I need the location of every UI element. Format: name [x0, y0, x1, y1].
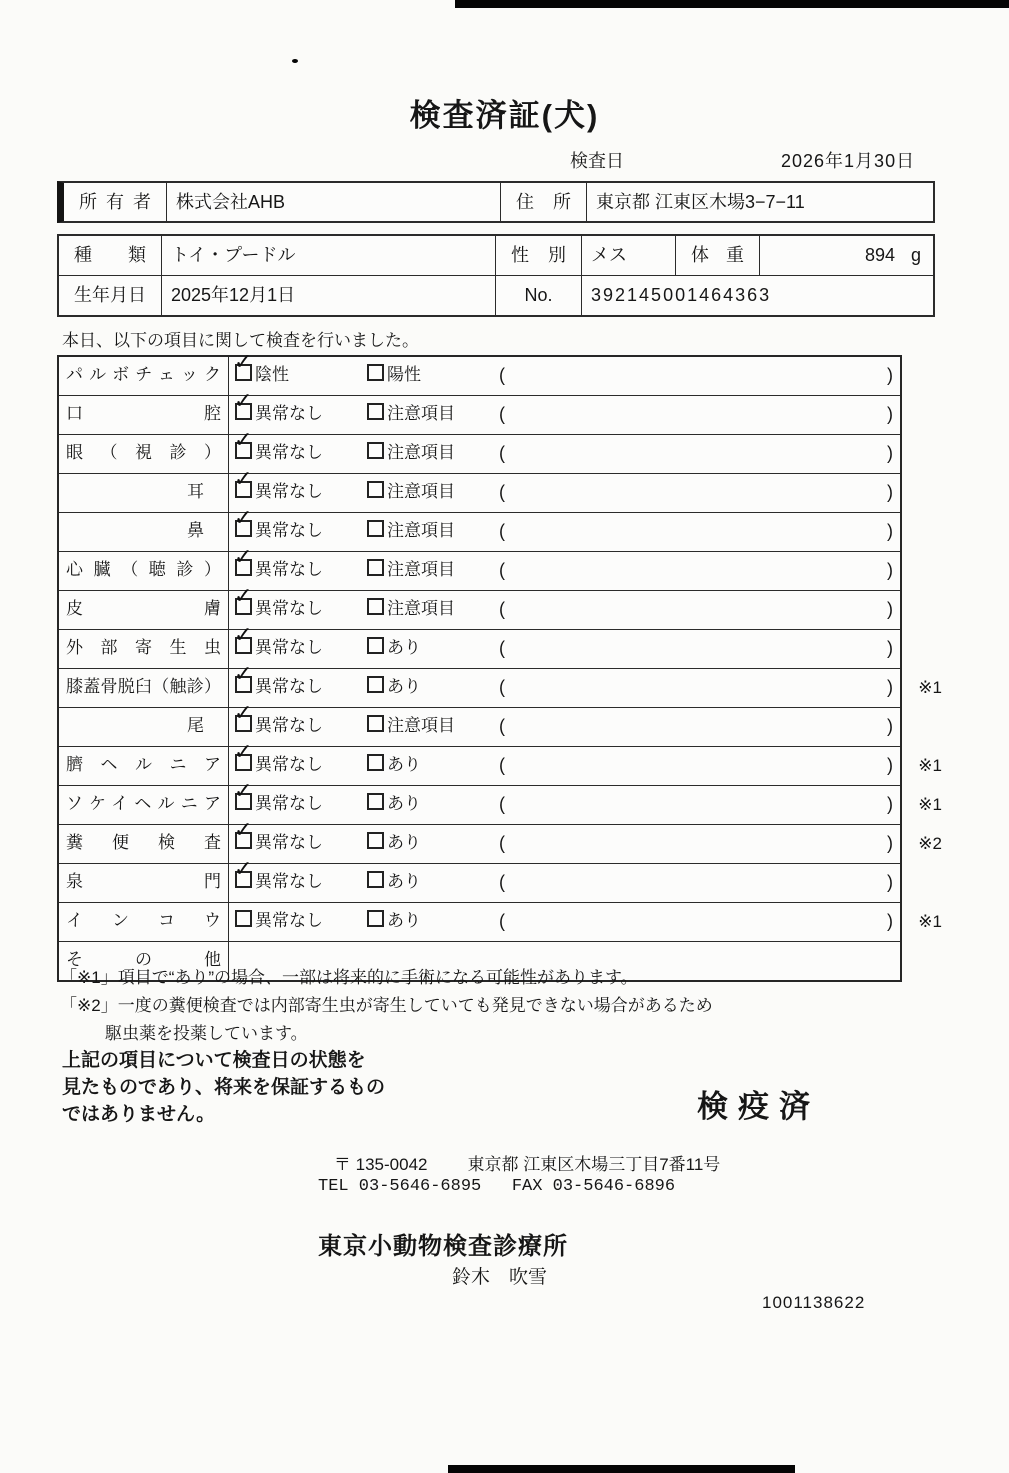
- option-secondary: [367, 513, 455, 549]
- option-secondary: [367, 552, 455, 588]
- checklist-options: [229, 661, 900, 707]
- option-secondary: [367, 786, 421, 822]
- option-secondary-label: あり: [387, 638, 421, 657]
- veterinarian-name: 鈴木 吹雪: [452, 1267, 548, 1288]
- option-secondary-label: 注意項目: [387, 482, 455, 501]
- option-secondary-label: 注意項目: [387, 521, 455, 540]
- option-primary-label: 異常なし: [255, 482, 323, 501]
- footnotes-block: [60, 964, 713, 1048]
- checkbox-icon: [367, 910, 384, 927]
- footnote-ref: ※2: [918, 834, 942, 853]
- serial-number: 1001138622: [762, 1293, 866, 1312]
- option-primary: [235, 903, 323, 939]
- checkbox-icon: [367, 559, 384, 576]
- checkbox-icon: [367, 598, 384, 615]
- checkbox-icon: [367, 637, 384, 654]
- address-label: 住所: [501, 183, 587, 221]
- breed-label: 種類: [59, 236, 162, 275]
- checkbox-icon: [367, 715, 384, 732]
- option-secondary: [367, 630, 421, 666]
- option-primary-label: 異常なし: [255, 755, 323, 774]
- option-primary-label: 異常なし: [255, 716, 323, 735]
- remarks-paren-open: (: [499, 365, 505, 385]
- checklist-item-label: ソケイヘルニア: [59, 786, 229, 824]
- remarks-paren-open: (: [499, 521, 505, 541]
- remarks-paren-close: ): [887, 794, 893, 814]
- clinic-name: 東京小動物検査診療所: [318, 1233, 568, 1260]
- checkbox-icon: ✓: [235, 364, 252, 381]
- checklist-row: [59, 778, 942, 825]
- option-secondary-label: あり: [387, 755, 421, 774]
- checklist-item-label: 皮膚: [59, 591, 229, 629]
- checklist-row: [59, 903, 942, 942]
- checklist-item-label: 外部寄生虫: [59, 630, 229, 668]
- checklist-row: [59, 466, 900, 513]
- option-secondary-label: 注意項目: [387, 443, 455, 462]
- option-primary-label: 異常なし: [255, 794, 323, 813]
- checklist-item-label: パルボチェック: [59, 357, 229, 395]
- remarks-paren-open: (: [499, 404, 505, 424]
- remarks-paren-open: (: [499, 911, 505, 931]
- checklist-row: [59, 544, 900, 591]
- remarks-paren-open: (: [499, 833, 505, 853]
- disclaimer-line-3: ではありません。: [62, 1104, 216, 1125]
- id-number-value: 392145001464363: [591, 285, 772, 305]
- option-secondary: [367, 396, 455, 432]
- option-primary-label: 異常なし: [255, 833, 323, 852]
- pet-info-table: [57, 234, 935, 317]
- remarks-paren-close: ): [887, 833, 893, 853]
- option-secondary: [367, 864, 421, 900]
- option-primary-label: 異常なし: [255, 638, 323, 657]
- remarks-paren-close: ): [887, 521, 893, 541]
- option-secondary-label: 注意項目: [387, 599, 455, 618]
- checklist-row: [59, 856, 900, 903]
- checklist-item-label: 臍ヘルニア: [59, 747, 229, 785]
- option-secondary: [367, 357, 421, 393]
- option-secondary-label: 陽性: [387, 365, 421, 384]
- checklist-row: [59, 661, 942, 708]
- checkbox-icon: ✓: [235, 832, 252, 849]
- remarks-paren-close: ): [887, 716, 893, 736]
- checklist-row: [59, 349, 900, 396]
- id-number-label: No.: [496, 276, 582, 315]
- checklist-row: [59, 388, 900, 435]
- checkbox-icon: [367, 793, 384, 810]
- checklist-item-label: 膝蓋骨脱臼（触診）: [59, 669, 229, 707]
- checklist-item-label: インコウ: [59, 903, 229, 941]
- option-primary-label: 異常なし: [255, 521, 323, 540]
- checklist-item-label: 口腔: [59, 396, 229, 434]
- birthdate-value: 2025年12月1日: [162, 276, 496, 315]
- checklist-options: [229, 505, 900, 551]
- remarks-paren-open: (: [499, 599, 505, 619]
- remarks-paren-open: (: [499, 716, 505, 736]
- option-primary-label: 異常なし: [255, 911, 323, 930]
- checkbox-icon: ✓: [235, 442, 252, 459]
- remarks-paren-open: (: [499, 677, 505, 697]
- inspection-date-label: 検査日: [570, 151, 624, 171]
- clinic-address: 東京都 江東区木場三丁目7番11号: [467, 1155, 721, 1174]
- option-primary-label: 異常なし: [255, 599, 323, 618]
- checkbox-icon: ✓: [235, 793, 252, 810]
- remarks-paren-close: ): [887, 638, 893, 658]
- option-secondary: [367, 591, 455, 627]
- remarks-paren-open: (: [499, 638, 505, 658]
- checkbox-icon: [367, 520, 384, 537]
- option-primary-label: 陰性: [255, 365, 289, 384]
- remarks-paren-close: ): [887, 404, 893, 424]
- checkbox-icon: [367, 364, 384, 381]
- address-value: 東京都 江東区木場3−7−11: [596, 192, 805, 212]
- remarks-paren-close: ): [887, 677, 893, 697]
- checklist-options: [229, 903, 900, 941]
- checklist-row: [59, 505, 900, 552]
- checkbox-icon: [367, 442, 384, 459]
- weight-value: [760, 236, 933, 275]
- breed-value: トイ・プードル: [162, 236, 496, 275]
- sex-label: 性別: [496, 236, 582, 275]
- checkbox-icon: [235, 910, 252, 927]
- weight-unit: g: [910, 245, 921, 265]
- option-primary-label: 異常なし: [255, 677, 323, 696]
- footnote-ref: ※1: [918, 795, 942, 814]
- checkbox-icon: [367, 481, 384, 498]
- option-primary-label: 異常なし: [255, 443, 323, 462]
- checklist-options: [229, 349, 900, 395]
- owner-label: 所有者: [64, 183, 167, 221]
- option-secondary-label: 注意項目: [387, 716, 455, 735]
- checkbox-icon: ✓: [235, 676, 252, 693]
- disclaimer-line-1: 上記の項目について検査日の状態を: [62, 1050, 366, 1071]
- footnote-2-continued: 駆虫薬を投薬しています。: [105, 1024, 308, 1043]
- owner-row: [64, 183, 933, 221]
- checkbox-icon: [367, 832, 384, 849]
- pet-info-row-1: [59, 236, 933, 276]
- checklist-options: [229, 544, 900, 590]
- checklist-row: [59, 817, 942, 864]
- checklist-item-label: 眼（視診）: [59, 435, 229, 473]
- remarks-paren-open: (: [499, 755, 505, 775]
- checkbox-icon: [367, 676, 384, 693]
- option-secondary-label: あり: [387, 833, 421, 852]
- checkbox-icon: ✓: [235, 871, 252, 888]
- quarantine-stamp: 検疫済: [697, 1089, 820, 1124]
- checklist-options: [229, 388, 900, 434]
- checklist-options: [229, 466, 900, 512]
- option-primary-label: 異常なし: [255, 872, 323, 891]
- sex-value: メス: [582, 236, 676, 275]
- option-secondary: [367, 825, 421, 861]
- option-secondary-label: 注意項目: [387, 404, 455, 423]
- footnote-2: 「※2」一度の糞便検査では内部寄生虫が寄生していても発見できない場合があるため: [60, 996, 713, 1015]
- option-secondary-label: 注意項目: [387, 560, 455, 579]
- checklist-options: [229, 700, 900, 746]
- remarks-paren-open: (: [499, 482, 505, 502]
- checkbox-icon: ✓: [235, 637, 252, 654]
- checkbox-icon: ✓: [235, 403, 252, 420]
- option-secondary: [367, 903, 421, 939]
- footnote-1: 「※1」項目で“あり”の場合、一部は将来的に手術になる可能性があります。: [60, 968, 638, 987]
- checklist-options: [229, 856, 900, 902]
- checklist-item-label: 耳: [59, 474, 229, 512]
- checklist-options: [229, 739, 900, 785]
- option-secondary: [367, 474, 455, 510]
- option-primary: [234, 856, 323, 900]
- remarks-paren-open: (: [499, 560, 505, 580]
- checklist-row: [59, 700, 900, 747]
- checklist-options: [229, 778, 900, 824]
- footnote-ref: ※1: [918, 912, 942, 931]
- checklist-item-label: 鼻: [59, 513, 229, 551]
- checkbox-icon: [367, 871, 384, 888]
- remarks-paren-close: ): [887, 482, 893, 502]
- remarks-paren-close: ): [887, 365, 893, 385]
- checklist-row: [59, 427, 900, 474]
- disclaimer-line-2: 見たものであり、将来を保証するもの: [62, 1077, 386, 1098]
- checklist-row: [59, 622, 900, 669]
- footnote-ref: ※1: [918, 678, 942, 697]
- owner-value: 株式会社AHB: [167, 183, 501, 221]
- checklist-item-label: 心臓（聴診）: [59, 552, 229, 590]
- checkbox-icon: ✓: [235, 559, 252, 576]
- checklist-options: [229, 427, 900, 473]
- pet-info-row-2: [59, 276, 933, 315]
- weight-label: 体重: [676, 236, 760, 275]
- scan-artifact-bottom-bar: [448, 1465, 795, 1473]
- option-secondary-label: あり: [387, 794, 421, 813]
- remarks-paren-close: ): [887, 911, 893, 931]
- checklist-row: [59, 583, 900, 630]
- checkbox-icon: ✓: [235, 754, 252, 771]
- footnote-ref: ※1: [918, 756, 942, 775]
- checklist-item-label: 糞便検査: [59, 825, 229, 863]
- remarks-paren-open: (: [499, 794, 505, 814]
- option-secondary: [367, 708, 455, 744]
- scan-artifact-dot: [292, 59, 298, 63]
- option-secondary-label: あり: [387, 677, 421, 696]
- checklist-row: [59, 739, 942, 786]
- clinic-zip: 〒 135-0042: [333, 1155, 428, 1174]
- checklist-item-label: 泉門: [59, 864, 229, 902]
- intro-text: 本日、以下の項目に関して検査を行いました。: [62, 331, 419, 350]
- checklist-item-label: その他: [59, 942, 229, 980]
- remarks-paren-close: ): [887, 560, 893, 580]
- checklist-item-label: 尾: [59, 708, 229, 746]
- document-title: 検査済証(犬): [409, 98, 600, 133]
- checklist-table: [57, 349, 942, 982]
- option-primary-label: 異常なし: [255, 560, 323, 579]
- remarks-paren-close: ): [887, 443, 893, 463]
- option-secondary-label: あり: [387, 911, 421, 930]
- weight-number: 894: [864, 245, 895, 265]
- disclaimer-block: [62, 1047, 385, 1128]
- checkbox-icon: ✓: [235, 520, 252, 537]
- option-primary-label: 異常なし: [255, 404, 323, 423]
- option-secondary: [367, 669, 421, 705]
- checkbox-icon: ✓: [235, 481, 252, 498]
- option-secondary-label: あり: [387, 872, 421, 891]
- checklist-options: [229, 622, 900, 668]
- checklist-options: [229, 817, 900, 863]
- scan-artifact-top-bar: [455, 0, 1009, 8]
- option-secondary: [367, 747, 421, 783]
- option-secondary: [367, 435, 455, 471]
- remarks-paren-open: (: [499, 872, 505, 892]
- checkbox-icon: [367, 754, 384, 771]
- remarks-paren-close: ): [887, 599, 893, 619]
- checkbox-icon: ✓: [235, 598, 252, 615]
- remarks-paren-close: ): [887, 755, 893, 775]
- clinic-tel-fax: TEL 03-5646-6895 FAX 03-5646-6896: [318, 1177, 676, 1196]
- remarks-paren-close: ): [887, 872, 893, 892]
- remarks-paren-open: (: [499, 443, 505, 463]
- birthdate-label: 生年月日: [59, 276, 162, 315]
- checkbox-icon: [367, 403, 384, 420]
- inspection-date-value: 2026年1月30日: [781, 151, 916, 171]
- owner-table: [57, 181, 935, 223]
- checklist-options: [229, 583, 900, 629]
- checkbox-icon: ✓: [235, 715, 252, 732]
